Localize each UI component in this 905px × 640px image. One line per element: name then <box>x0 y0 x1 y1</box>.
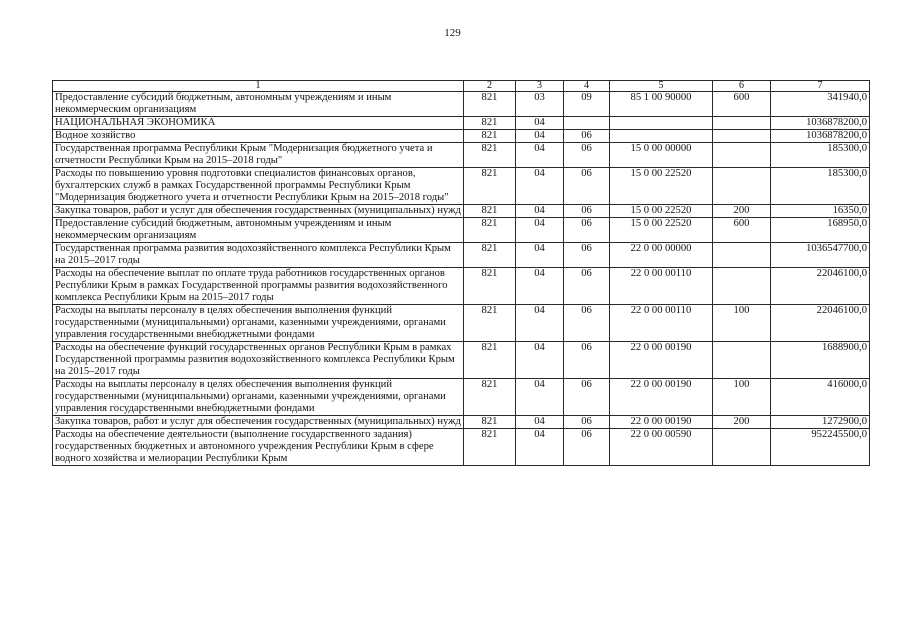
ministry-code-cell: 821 <box>464 117 516 130</box>
subsection-code-cell: 06 <box>564 342 610 379</box>
ministry-code-cell: 821 <box>464 379 516 416</box>
amount-cell: 1036878200,0 <box>771 117 870 130</box>
target-article-cell: 22 0 00 00190 <box>610 342 713 379</box>
target-article-cell: 85 1 00 90000 <box>610 92 713 117</box>
section-code-cell: 04 <box>516 218 564 243</box>
table-row <box>53 168 870 205</box>
amount-cell: 1036547700,0 <box>771 243 870 268</box>
row-name-cell: Предоставление субсидий бюджетным, автономным учреждениям и иным некоммерческим организациям <box>53 92 464 117</box>
row-name-cell: Государственная программа развития водохозяйственного комплекса Республики Крым на 2015–2017 годы <box>53 243 464 268</box>
table-row <box>53 130 870 143</box>
section-code-cell: 04 <box>516 416 564 429</box>
section-code-cell: 04 <box>516 243 564 268</box>
amount-cell: 952245500,0 <box>771 429 870 466</box>
table-row <box>53 117 870 130</box>
amount-cell: 1272900,0 <box>771 416 870 429</box>
target-article-cell: 22 0 00 00110 <box>610 268 713 305</box>
row-name-cell: Водное хозяйство <box>53 130 464 143</box>
ministry-code-cell: 821 <box>464 243 516 268</box>
table-row <box>53 268 870 305</box>
expense-type-cell: 600 <box>713 218 771 243</box>
subsection-code-cell: 06 <box>564 130 610 143</box>
subsection-code-cell: 09 <box>564 92 610 117</box>
target-article-cell <box>610 130 713 143</box>
section-code-cell: 04 <box>516 268 564 305</box>
amount-cell: 416000,0 <box>771 379 870 416</box>
subsection-code-cell: 06 <box>564 168 610 205</box>
table-row <box>53 218 870 243</box>
subsection-code-cell: 06 <box>564 243 610 268</box>
amount-cell: 1036878200,0 <box>771 130 870 143</box>
row-name-cell: Расходы на обеспечение выплат по оплате труда работников государственных органов Республики Крым в рамках Государственной программы развития водохозяйственного комплекса Республики Крым на 2015–2017 годы <box>53 268 464 305</box>
ministry-code-cell: 821 <box>464 205 516 218</box>
header-cell: 5 <box>610 81 713 92</box>
subsection-code-cell: 06 <box>564 218 610 243</box>
subsection-code-cell: 06 <box>564 143 610 168</box>
expense-type-cell <box>713 243 771 268</box>
header-cell: 2 <box>464 81 516 92</box>
section-code-cell: 04 <box>516 205 564 218</box>
header-cell: 1 <box>53 81 464 92</box>
target-article-cell: 22 0 00 00000 <box>610 243 713 268</box>
table-row <box>53 342 870 379</box>
amount-cell: 185300,0 <box>771 168 870 205</box>
table-row <box>53 243 870 268</box>
section-code-cell: 04 <box>516 143 564 168</box>
section-code-cell: 04 <box>516 117 564 130</box>
expense-type-cell: 600 <box>713 92 771 117</box>
target-article-cell: 22 0 00 00110 <box>610 305 713 342</box>
ministry-code-cell: 821 <box>464 429 516 466</box>
amount-cell: 1688900,0 <box>771 342 870 379</box>
ministry-code-cell: 821 <box>464 92 516 117</box>
amount-cell: 185300,0 <box>771 143 870 168</box>
row-name-cell: Расходы по повышению уровня подготовки специалистов финансовых органов, бухгалтерских служб в рамках Государственной программы Республики Крым "Модернизация бюджетного учета и отчетности Республики Крым на 2015–2018 годы" <box>53 168 464 205</box>
expense-type-cell: 200 <box>713 205 771 218</box>
row-name-cell: Расходы на выплаты персоналу в целях обеспечения выполнения функций государственными (муниципальными) органами, казенными учреждениями, органами управления государственными внебюджетными фондами <box>53 305 464 342</box>
target-article-cell: 15 0 00 22520 <box>610 168 713 205</box>
ministry-code-cell: 821 <box>464 218 516 243</box>
page-number: 129 <box>444 27 461 39</box>
subsection-code-cell: 06 <box>564 379 610 416</box>
table-row <box>53 379 870 416</box>
header-cell: 3 <box>516 81 564 92</box>
table-row <box>53 205 870 218</box>
ministry-code-cell: 821 <box>464 305 516 342</box>
ministry-code-cell: 821 <box>464 168 516 205</box>
row-name-cell: Предоставление субсидий бюджетным, автономным учреждениям и иным некоммерческим организациям <box>53 218 464 243</box>
section-code-cell: 04 <box>516 305 564 342</box>
table-row <box>53 305 870 342</box>
row-name-cell: Расходы на обеспечение деятельности (выполнение государственного задания) государственных бюджетных и автономного учреждения Республики Крым в сфере водного хозяйства и мелиорации Республики Крым <box>53 429 464 466</box>
expense-type-cell: 100 <box>713 379 771 416</box>
header-cell: 4 <box>564 81 610 92</box>
target-article-cell: 22 0 00 00590 <box>610 429 713 466</box>
section-code-cell: 04 <box>516 168 564 205</box>
target-article-cell: 22 0 00 00190 <box>610 379 713 416</box>
section-code-cell: 03 <box>516 92 564 117</box>
table-row <box>53 416 870 429</box>
row-name-cell: Государственная программа Республики Крым "Модернизация бюджетного учета и отчетности Республики Крым на 2015–2018 годы" <box>53 143 464 168</box>
expense-type-cell <box>713 117 771 130</box>
amount-cell: 168950,0 <box>771 218 870 243</box>
amount-cell: 16350,0 <box>771 205 870 218</box>
row-name-cell: Закупка товаров, работ и услуг для обеспечения государственных (муниципальных) нужд <box>53 205 464 218</box>
subsection-code-cell: 06 <box>564 268 610 305</box>
section-code-cell: 04 <box>516 429 564 466</box>
ministry-code-cell: 821 <box>464 416 516 429</box>
subsection-code-cell: 06 <box>564 205 610 218</box>
table-row <box>53 143 870 168</box>
ministry-code-cell: 821 <box>464 342 516 379</box>
ministry-code-cell: 821 <box>464 143 516 168</box>
target-article-cell <box>610 117 713 130</box>
target-article-cell: 15 0 00 22520 <box>610 205 713 218</box>
subsection-code-cell: 06 <box>564 416 610 429</box>
expense-type-cell <box>713 429 771 466</box>
expense-type-cell <box>713 168 771 205</box>
target-article-cell: 15 0 00 22520 <box>610 218 713 243</box>
amount-cell: 22046100,0 <box>771 268 870 305</box>
section-code-cell: 04 <box>516 379 564 416</box>
expense-type-cell <box>713 342 771 379</box>
row-name-cell: Расходы на выплаты персоналу в целях обеспечения выполнения функций государственными (муниципальными) органами, казенными учреждениями, органами управления государственными внебюджетными фондами <box>53 379 464 416</box>
header-cell: 6 <box>713 81 771 92</box>
target-article-cell: 15 0 00 00000 <box>610 143 713 168</box>
expense-type-cell <box>713 143 771 168</box>
subsection-code-cell: 06 <box>564 429 610 466</box>
amount-cell: 341940,0 <box>771 92 870 117</box>
table-row <box>53 429 870 466</box>
section-code-cell: 04 <box>516 130 564 143</box>
expense-type-cell <box>713 268 771 305</box>
subsection-code-cell: 06 <box>564 305 610 342</box>
ministry-code-cell: 821 <box>464 268 516 305</box>
expense-type-cell: 200 <box>713 416 771 429</box>
amount-cell: 22046100,0 <box>771 305 870 342</box>
row-name-cell: Расходы на обеспечение функций государственных органов Республики Крым в рамках Государственной программы развития водохозяйственного комплекса Республики Крым на 2015–2017 годы <box>53 342 464 379</box>
expense-type-cell <box>713 130 771 143</box>
row-name-cell: Закупка товаров, работ и услуг для обеспечения государственных (муниципальных) нужд <box>53 416 464 429</box>
ministry-code-cell: 821 <box>464 130 516 143</box>
subsection-code-cell <box>564 117 610 130</box>
header-cell: 7 <box>771 81 870 92</box>
target-article-cell: 22 0 00 00190 <box>610 416 713 429</box>
table-row <box>53 92 870 117</box>
header-row <box>53 81 870 92</box>
expense-type-cell: 100 <box>713 305 771 342</box>
row-name-cell: НАЦИОНАЛЬНАЯ ЭКОНОМИКА <box>53 117 464 130</box>
section-code-cell: 04 <box>516 342 564 379</box>
budget-table <box>52 80 870 466</box>
